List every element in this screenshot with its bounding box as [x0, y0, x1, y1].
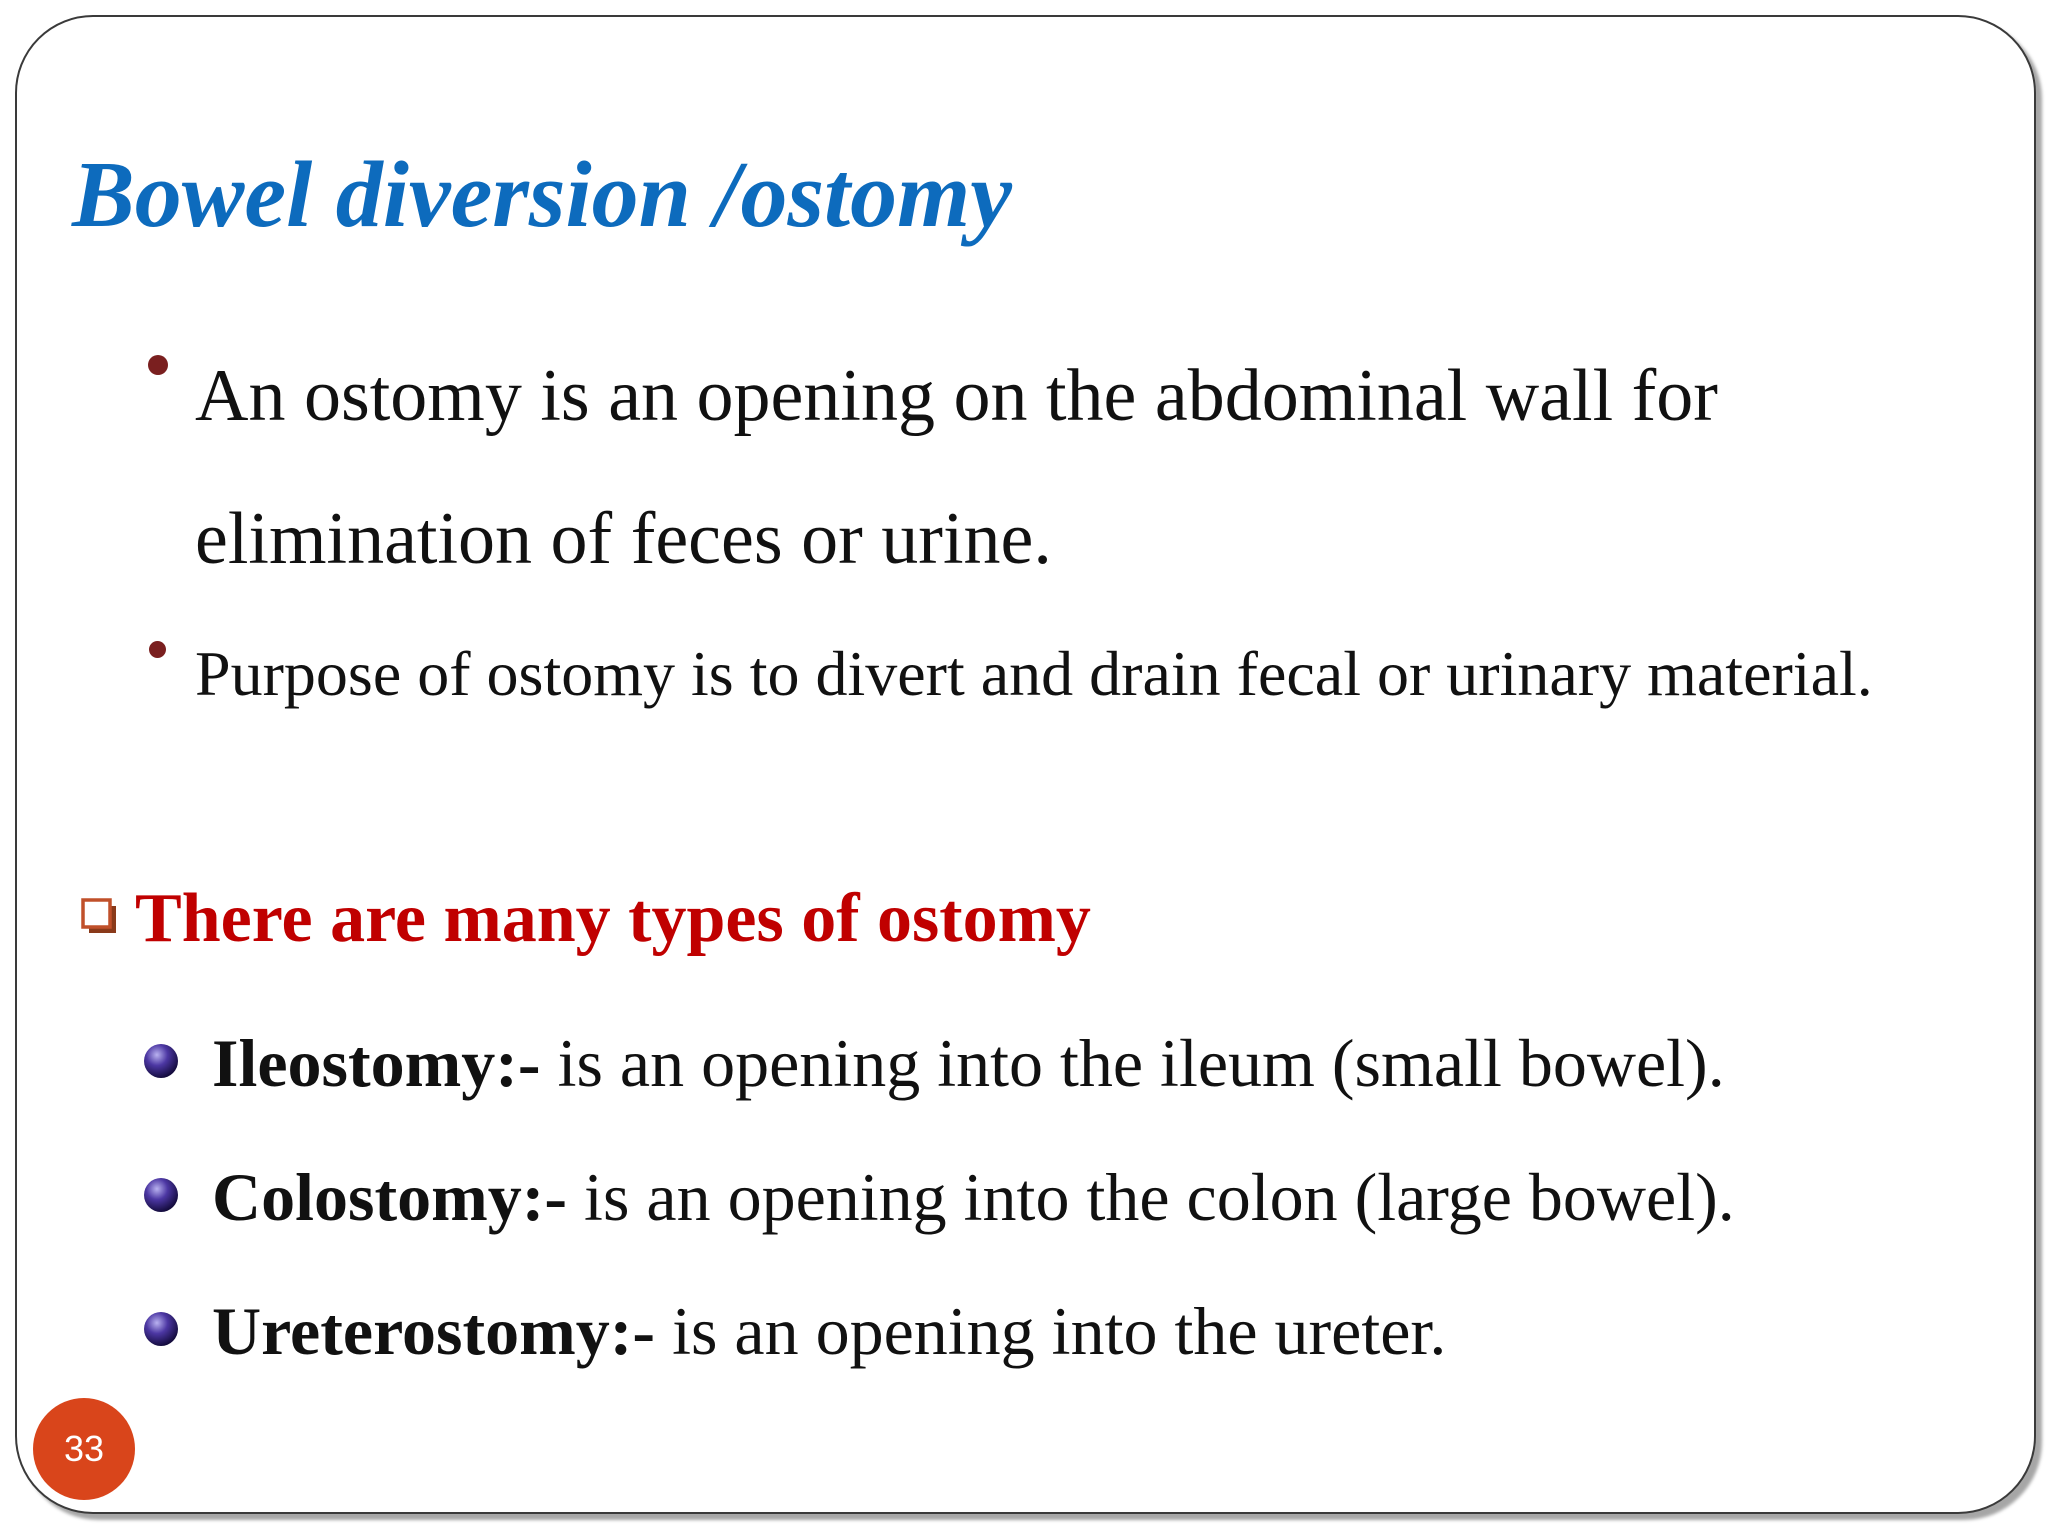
section-heading: There are many types of ostomy	[135, 880, 1091, 957]
bullet-definition: An ostomy is an opening on the abdominal wall for elimination of feces or urine.	[195, 355, 1718, 580]
type-term: Colostomy:-	[212, 1159, 568, 1235]
checkbox-icon	[80, 897, 118, 935]
type-item-ileostomy	[212, 1026, 1725, 1101]
dot-bullet-icon	[149, 641, 166, 658]
type-term: Ileostomy:-	[212, 1025, 541, 1101]
type-item-colostomy	[212, 1160, 1735, 1235]
slide-title: Bowel diversion /ostomy	[72, 143, 1012, 247]
page-number-badge: 33	[33, 1398, 135, 1500]
type-term: Ureterostomy:-	[212, 1293, 656, 1369]
sphere-bullet-icon	[142, 1042, 180, 1080]
dot-bullet-icon	[148, 355, 168, 375]
sphere-bullet-icon	[142, 1310, 180, 1348]
type-description: is an opening into the ileum (small bowel).	[540, 1025, 1725, 1101]
type-description: is an opening into the colon (large bowel).	[567, 1159, 1735, 1235]
sphere-bullet-icon	[142, 1176, 180, 1214]
bullet-purpose: Purpose of ostomy is to divert and drain fecal or urinary material.	[195, 638, 1873, 709]
type-description: is an opening into the ureter.	[655, 1293, 1447, 1369]
type-item-ureterostomy	[212, 1294, 1446, 1369]
